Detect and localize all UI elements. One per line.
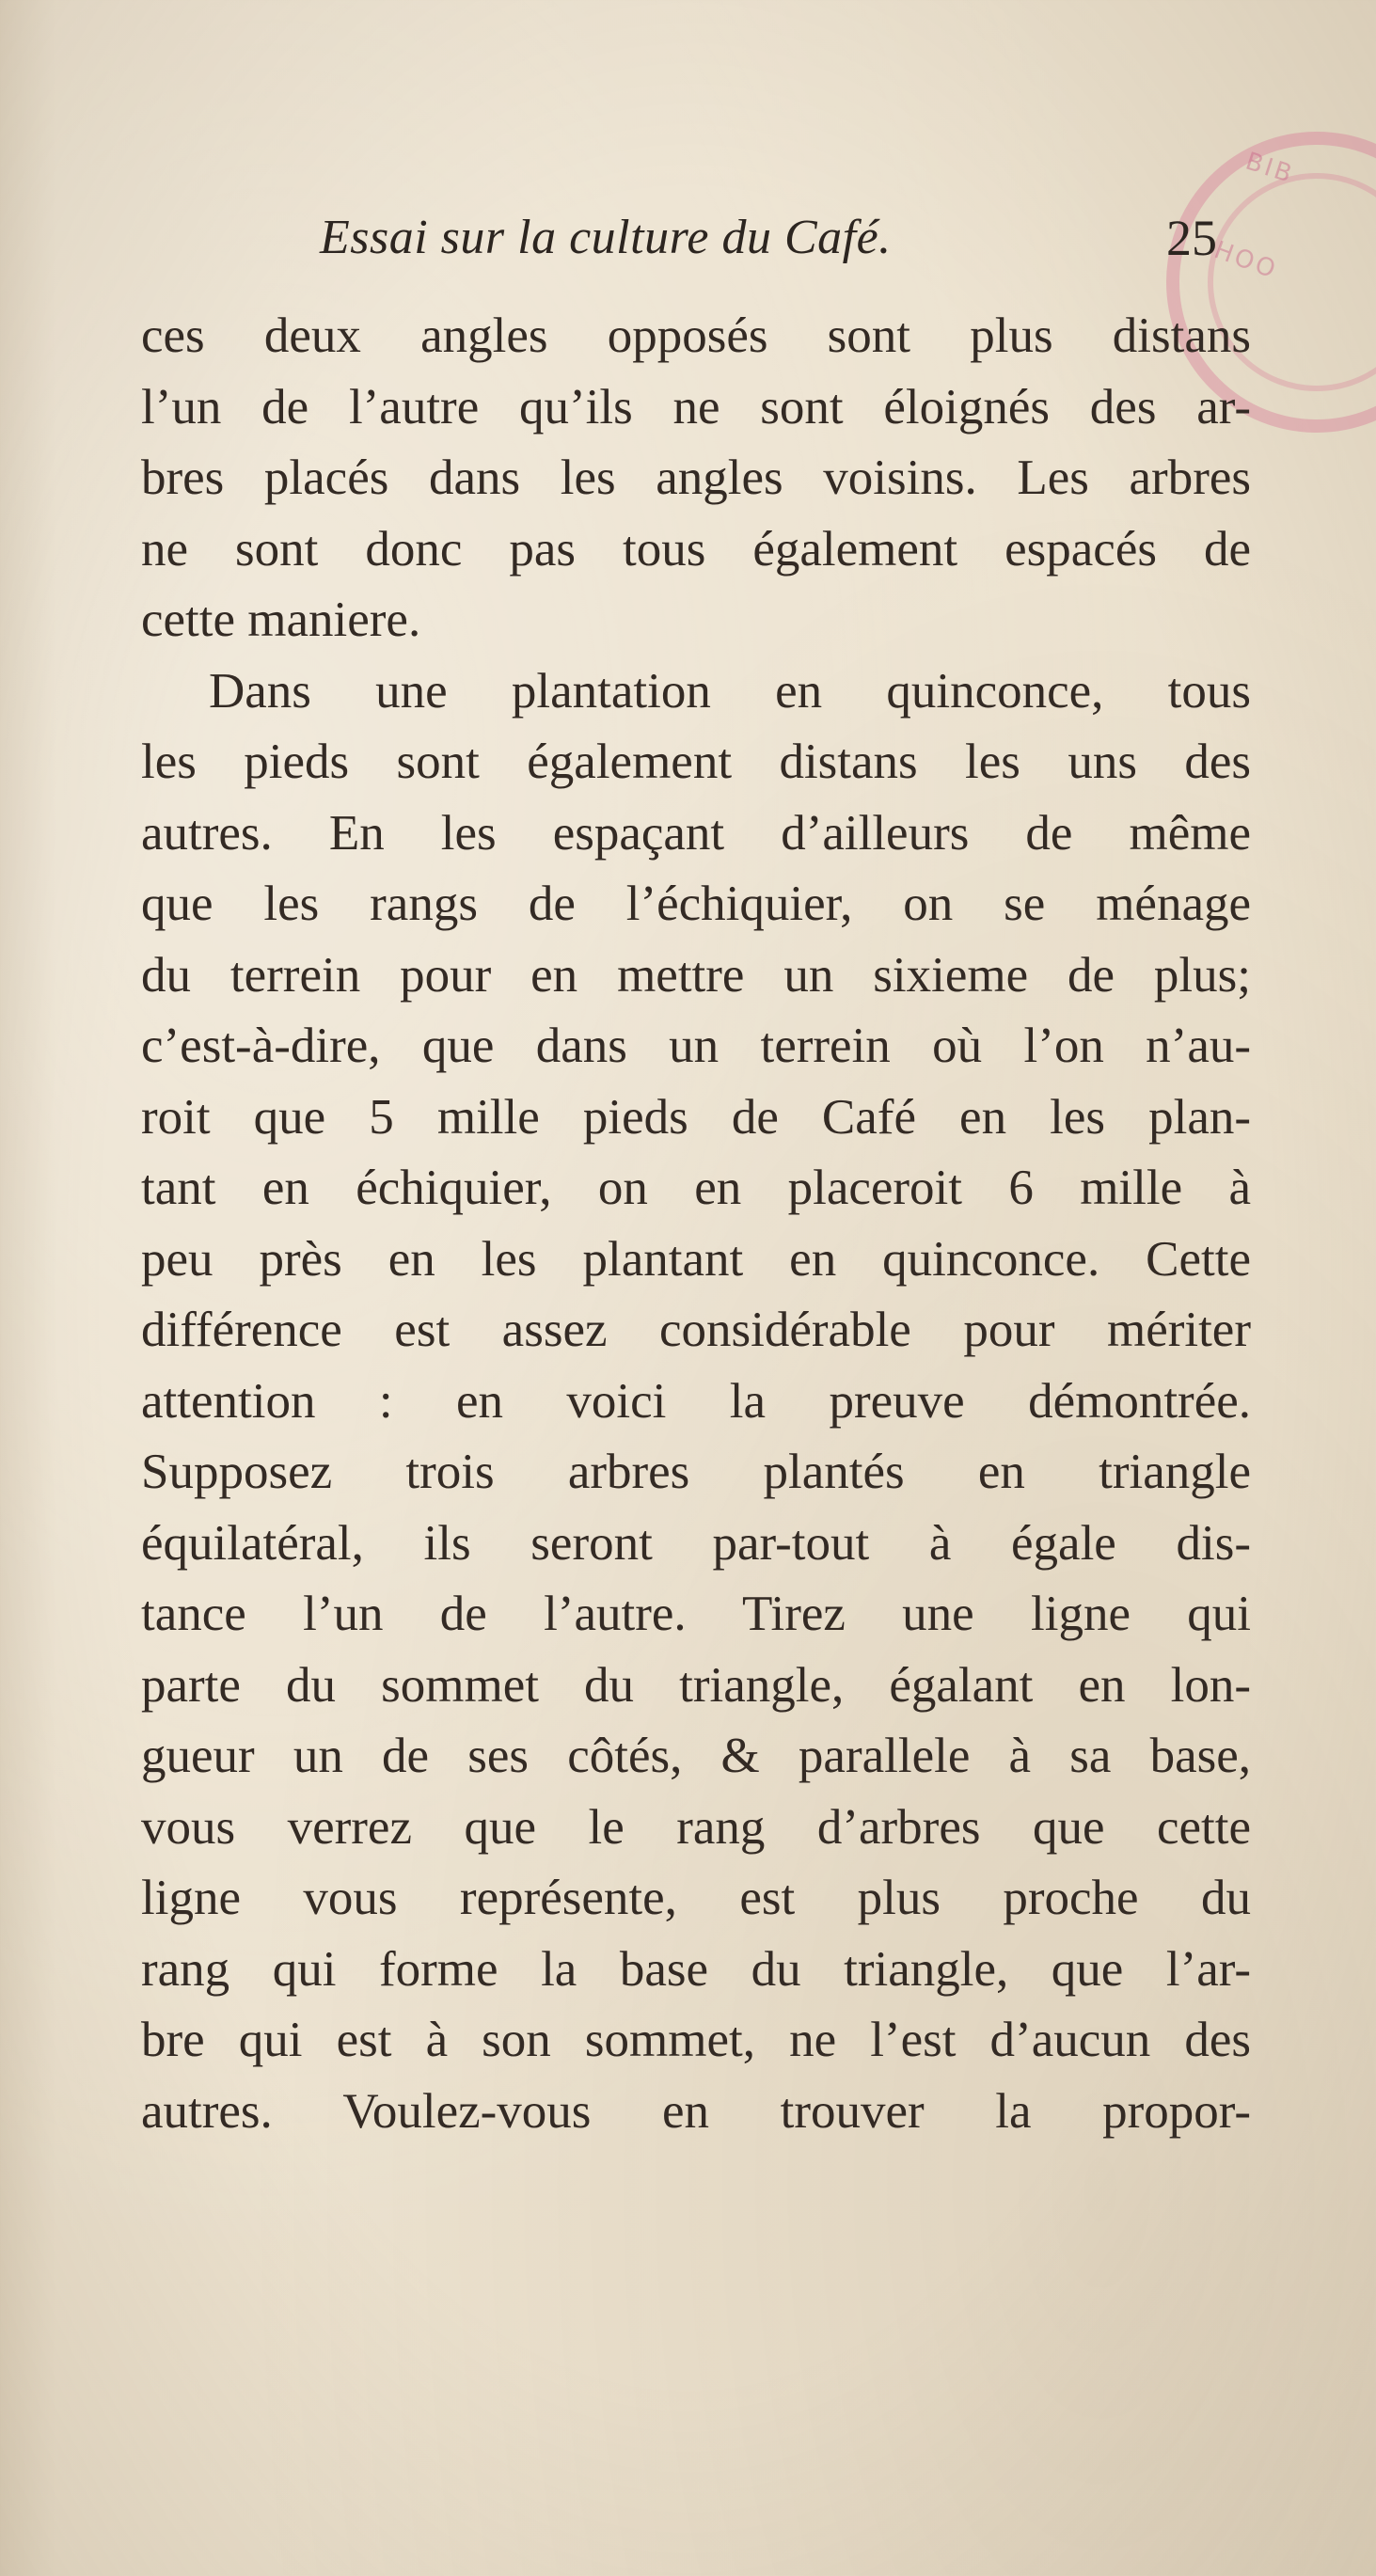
page-header: [141, 205, 1251, 280]
text-line: ces deux angles opposés sont plus distans: [141, 308, 1251, 363]
text-line: du terrein pour en mettre un sixieme de plus;: [141, 947, 1251, 1003]
text-line: ne sont donc pas tous également espacés de: [141, 521, 1251, 577]
text-line: différence est assez considérable pour mériter: [141, 1303, 1251, 1357]
text-line: tant en échiquier, on en placeroit 6 mille à: [141, 1161, 1251, 1215]
text-line: c’est-à-dire, que dans un terrein où l’on n’au-: [141, 1019, 1251, 1073]
text-line: l’un de l’autre qu’ils ne sont éloignés des ar-: [141, 379, 1251, 435]
page-fold-shadow: [0, 0, 56, 2576]
text-line: bre qui est à son sommet, ne l’est d’aucun des: [141, 2013, 1251, 2067]
text-line: roit que 5 mille pieds de Café en les plan-: [141, 1089, 1251, 1145]
text-line: autres. En les espaçant d’ailleurs de même: [141, 805, 1251, 861]
text-line: tance l’un de l’autre. Tirez une ligne qui: [141, 1587, 1251, 1641]
text-line: vous verrez que le rang d’arbres que cette: [141, 1799, 1251, 1855]
library-stamp-text-top: BIB: [1242, 147, 1298, 190]
running-title: Essai sur la culture du Café.: [320, 211, 892, 264]
library-stamp-text-bottom: HOO: [1210, 236, 1282, 285]
text-line: Supposez trois arbres plantés en triangle: [141, 1445, 1251, 1499]
text-line: parte du sommet du triangle, égalant en lon-: [141, 1657, 1251, 1713]
text-line: rang qui forme la base du triangle, que l’ar-: [141, 1941, 1251, 1997]
text-line: attention : en voici la preuve démontrée.: [141, 1373, 1251, 1429]
text-line: gueur un de ses côtés, & parallele à sa base,: [141, 1729, 1251, 1783]
text-line: ligne vous représente, est plus proche du: [141, 1871, 1251, 1925]
text-line: cette maniere.: [141, 593, 421, 647]
text-line: les pieds sont également distans les uns des: [141, 735, 1251, 789]
text-line: équilatéral, ils seront par-tout à égale dis-: [141, 1515, 1251, 1571]
text-line: peu près en les plantant en quinconce. Cette: [141, 1231, 1251, 1287]
body-text: [141, 301, 1251, 2147]
page-number: 25: [1166, 210, 1217, 266]
text-line: autres. Voulez-vous en trouver la propor-: [141, 2083, 1251, 2139]
text-line: bres placés dans les angles voisins. Les arbres: [141, 450, 1251, 505]
text-line: que les rangs de l’échiquier, on se ménage: [141, 877, 1251, 931]
text-line: Dans une plantation en quinconce, tous: [209, 663, 1251, 719]
